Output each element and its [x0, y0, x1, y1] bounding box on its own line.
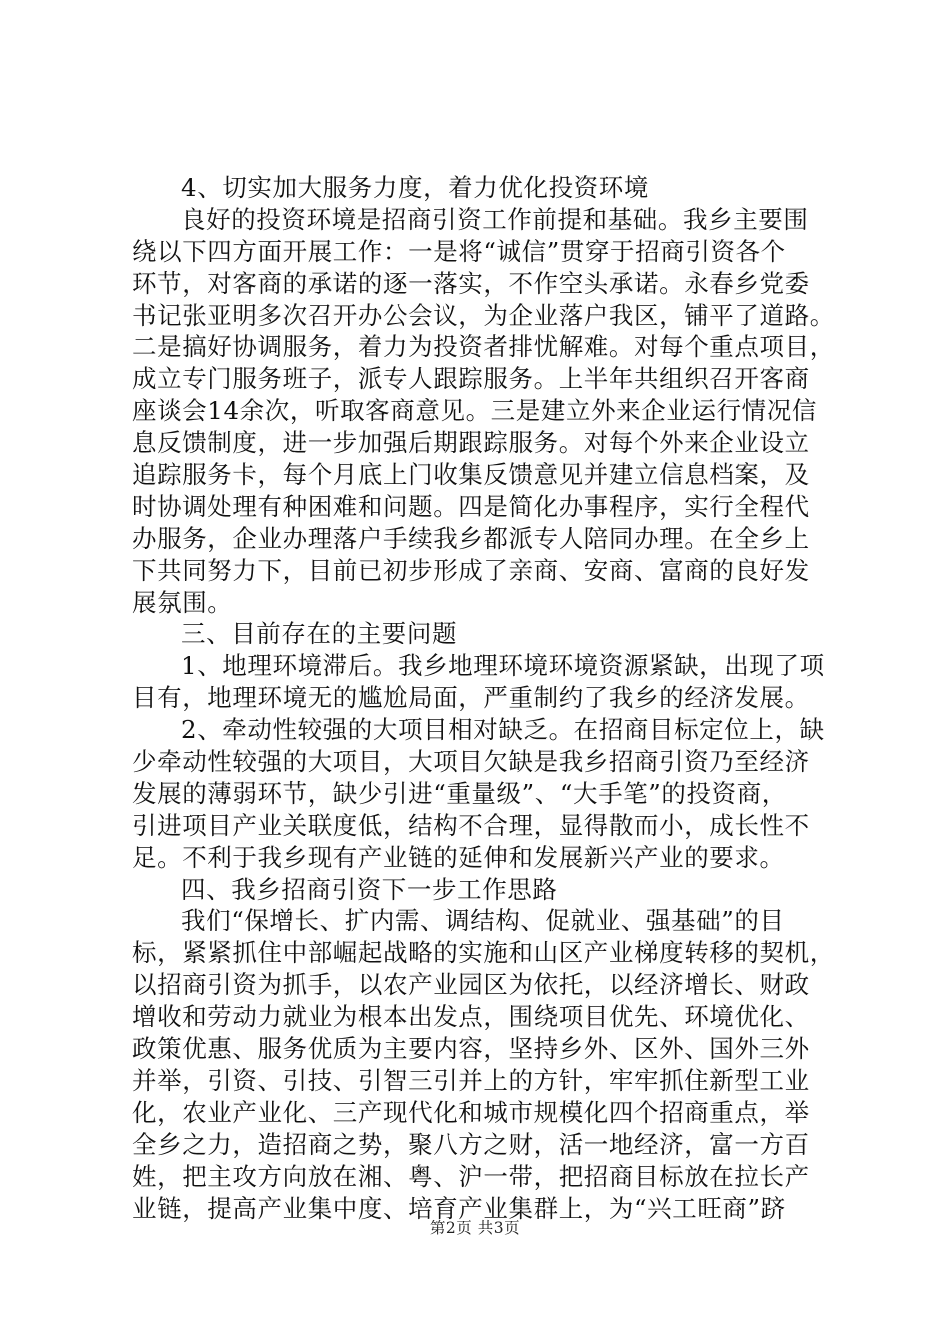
paragraph-line: 我们“保增长、扩内需、调结构、促就业、强基础”的目 [181, 906, 785, 936]
paragraph-line: 展氛围。 [132, 587, 233, 617]
paragraph-line: 书记张亚明多次召开办公会议，为企业落户我区，铺平了道路。 [132, 300, 835, 330]
paragraph-line: 办服务，企业办理落户手续我乡都派专人陪同办理。在全乡上 [132, 523, 810, 553]
paragraph-line: 时协调处理有种困难和问题。四是简化办事程序，实行全程代 [132, 491, 810, 521]
section-heading-service: 4、切实加大服务力度，着力优化投资环境 [181, 173, 649, 202]
paragraph-line: 标，紧紧抓住中部崛起战略的实施和山区产业梯度转移的契机， [132, 938, 835, 968]
paragraph-line: 成立专门服务班子，派专人跟踪服务。上半年共组织召开客商 [132, 364, 810, 394]
paragraph-line: 环节，对客商的承诺的逐一落实，不作空头承诺。永春乡党委 [132, 268, 810, 298]
paragraph-line: 二是搞好协调服务，着力为投资者排忧解难。对每个重点项目， [132, 332, 835, 362]
paragraph-line: 目有，地理环境无的尴尬局面，严重制约了我乡的经济发展。 [132, 683, 810, 713]
section-heading-next-steps: 四、我乡招商引资下一步工作思路 [181, 874, 558, 904]
paragraph-line: 少牵动性较强的大项目，大项目欠缺是我乡招商引资乃至经济 [132, 747, 810, 777]
paragraph-line: 良好的投资环境是招商引资工作前提和基础。我乡主要围 [181, 204, 809, 234]
paragraph-line: 化，农业产业化、三产现代化和城市规模化四个招商重点，举 [132, 1097, 810, 1127]
paragraph-line: 绕以下四方面开展工作：一是将“诚信”贯穿于招商引资各个 [132, 236, 786, 266]
paragraph-line: 并举，引资、引技、引智三引并上的方针，牢牢抓住新型工业 [132, 1065, 810, 1095]
paragraph-line: 全乡之力，造招商之势，聚八方之财，活一地经济，富一方百 [132, 1129, 810, 1159]
paragraph-line: 座谈会14余次，听取客商意见。三是建立外来企业运行情况信 [132, 396, 817, 426]
paragraph-line: 息反馈制度，进一步加强后期跟踪服务。对每个外来企业设立 [132, 428, 810, 458]
section-heading-problems: 三、目前存在的主要问题 [181, 619, 458, 649]
paragraph-line: 发展的薄弱环节，缺少引进“重量级”、“大手笔”的投资商， [132, 778, 787, 808]
paragraph-line: 增收和劳动力就业为根本出发点，围绕项目优先、环境优化、 [132, 1002, 810, 1032]
paragraph-line: 追踪服务卡，每个月底上门收集反馈意见并建立信息档案，及 [132, 460, 810, 490]
document-body [132, 172, 835, 1224]
paragraph-line: 业链，提高产业集中度、培育产业集群上，为“兴工旺商”跻 [132, 1193, 786, 1223]
paragraph-line: 下共同努力下，目前已初步形成了亲商、安商、富商的良好发 [132, 555, 810, 585]
paragraph-line: 1、地理环境滞后。我乡地理环境环境资源紧缺，出现了项 [181, 651, 825, 681]
paragraph-line: 以招商引资为抓手，以农产业园区为依托，以经济增长、财政 [132, 970, 810, 1000]
page-number-footer: 第2页 共3页 [429, 1219, 521, 1237]
paragraph-line: 2、牵动性较强的大项目相对缺乏。在招商目标定位上，缺 [181, 715, 825, 745]
paragraph-line: 政策优惠、服务优质为主要内容，坚持乡外、区外、国外三外 [132, 1034, 810, 1064]
paragraph-line: 足。不利于我乡现有产业链的延伸和发展新兴产业的要求。 [132, 842, 785, 872]
paragraph-line: 引进项目产业关联度低，结构不合理，显得散而小，成长性不 [132, 810, 810, 840]
paragraph-line: 姓，把主攻方向放在湘、粤、沪一带，把招商目标放在拉长产 [132, 1161, 810, 1191]
